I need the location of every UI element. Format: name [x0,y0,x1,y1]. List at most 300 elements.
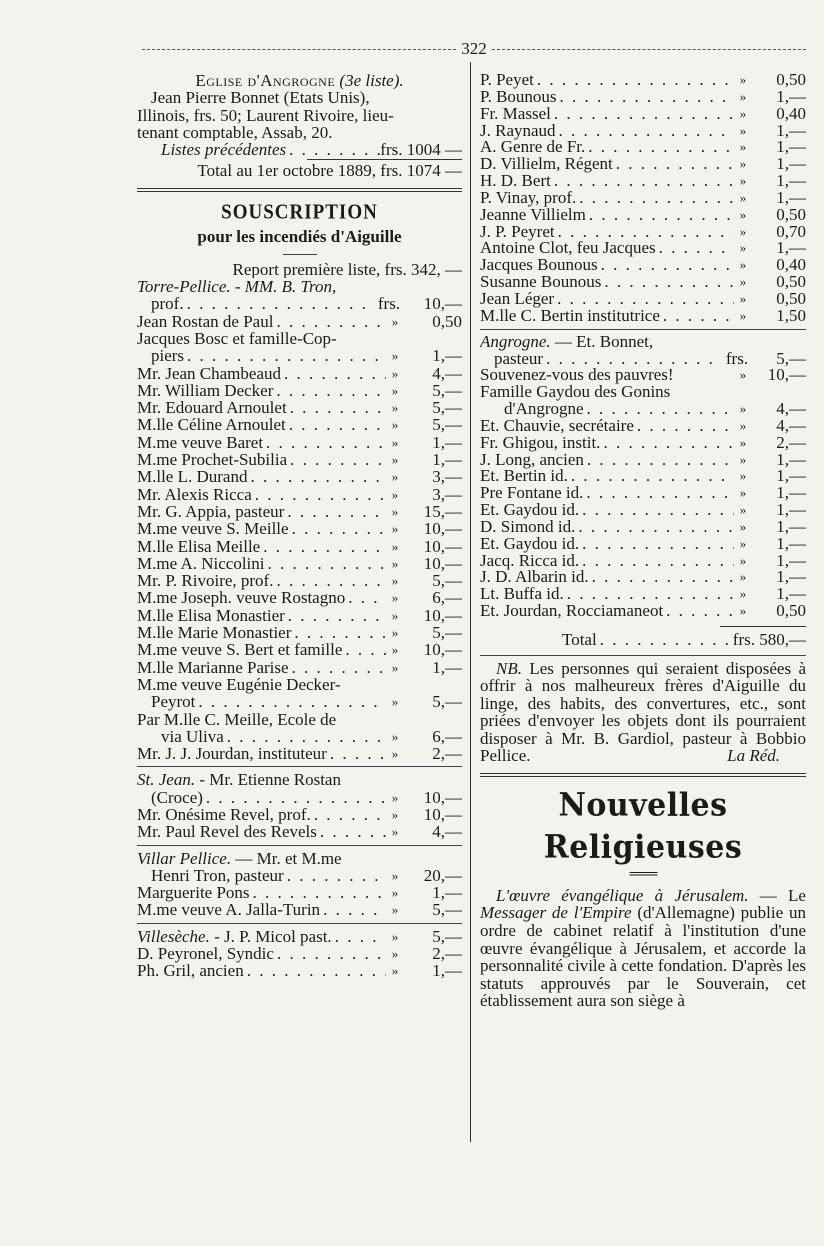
leader-dots [576,190,734,207]
leader-dots [184,295,374,312]
ditto-mark: » [391,555,399,571]
entry-amount: 0,50 [776,70,806,89]
entry-name: Mr. William Decker [137,380,274,400]
entry-name: Jeanne Villielm [480,204,586,224]
entry-amount: 1,— [776,567,806,587]
church-title: Eglise d'Angrogne [195,72,336,90]
ditto-mark: » [739,417,747,433]
entry-amount: 0,50 [776,272,806,292]
ditto-mark: » [739,105,747,121]
subscription-entry [137,365,462,382]
ditto-mark: » [391,503,399,519]
ditto-mark: » [391,789,399,805]
ditto-mark: » [391,417,399,433]
entry-name: Mr. Onésime Revel, prof. [137,804,311,824]
leader-dots [575,519,734,536]
entry-name: M.lle L. Durand [137,467,248,487]
subscription-entry [137,693,462,710]
entry-name: Antoine Clot, feu Jacques [480,238,656,258]
ditto-mark: » [391,452,399,468]
leader-dots [579,536,734,553]
total-row [480,629,806,651]
church-heading [137,72,462,89]
entry-amount: 3,— [432,484,462,504]
entry-name: Et. Gaydou id. [480,533,580,553]
entry-name: Par M.lle C. Meille, Ecole de [137,709,337,729]
ditto-mark: » [391,625,399,641]
section-divider [480,773,806,777]
entry-name: D. Simond id. [480,516,576,536]
ornament: ═══ [629,866,657,882]
ditto-mark: » [739,274,747,290]
entry-name: M.me Joseph. veuve Rostagno [137,588,346,608]
heading-text: — Mr. et M.me [231,849,342,867]
entry-name: M.me veuve S. Bert et famille [137,640,343,660]
subscription-entry [137,451,462,468]
entry-amount: 1,— [776,86,806,106]
subscription-entry [137,486,462,503]
entry-amount: 1,— [776,466,806,486]
ditto-mark: » [391,928,399,944]
group-divider [480,655,806,656]
entry-amount: 5,— [432,900,462,920]
ditto-mark: » [739,189,747,205]
ditto-mark: » [739,603,747,619]
entry-name: M.me Prochet-Subilia [137,450,288,470]
entry-name: pasteur [494,348,544,368]
leader-dots [286,416,386,433]
entry-name: M.me veuve Baret [137,432,264,452]
entry-name: Famille Gaydou des Gonins [480,382,671,402]
church-line: Illinois, frs. 50; Laurent Rivoire, lieu- [137,106,394,124]
subscription-entry [137,589,462,606]
entry-amount: 1,— [776,483,806,503]
leader-dots [568,468,734,485]
entry-amount: 0,50 [776,204,806,224]
entry-amount: 10,— [423,605,462,625]
leader-dots [195,693,386,710]
ditto-mark: » [391,590,399,606]
entry-amount: 1,— [432,657,462,677]
entry-name: Mr. Paul Revel des Revels [137,822,317,842]
entry-amount: 10,— [423,553,462,573]
angrogne-list [480,348,806,621]
leader-dots [224,728,386,745]
ditto-mark: » [739,307,747,323]
subscription-entry [137,884,462,901]
leader-dots [597,629,733,651]
entry-amount: 0,70 [776,221,806,241]
subscription-entry [137,555,462,572]
subscription-entry [137,711,462,728]
entry-name: M.lle Elisa Monastier [137,605,285,625]
entry-amount: 10,— [767,365,806,385]
entry-name: M.me veuve A. Jalla-Turin [137,900,321,920]
leader-dots [534,72,734,89]
previous-lists-row [137,141,462,158]
entry-name: prof. [151,294,184,314]
subscription-entry [137,399,462,416]
entry-amount: 4,— [432,822,462,842]
leader-dots [289,659,386,676]
ditto-mark: » [391,486,399,502]
subscription-entry [137,520,462,537]
leader-dots [579,553,734,570]
subscription-entry [137,295,462,312]
entry-name: Mr. P. Rivoire, prof. [137,571,274,591]
entry-amount: 4,— [776,415,806,435]
stjean-heading [137,771,462,788]
ditto-mark: » [739,502,747,518]
entry-name: Mr. Alexis Ricca [137,484,252,504]
entry-amount: 1,— [776,120,806,140]
entry-amount: 1,— [776,500,806,520]
leader-dots [634,418,734,435]
leader-dots [281,365,386,382]
entry-name: M.lle Marianne Parise [137,657,289,677]
subscription-entry [137,538,462,555]
ditto-mark: » [391,694,399,710]
leader-dots [260,538,386,555]
subscription-entry [137,624,462,641]
group-divider [137,923,462,924]
header-rule-right [492,49,806,50]
ditto-mark: » [391,885,399,901]
leader-dots [284,867,386,884]
entry-amount: 1,— [776,516,806,536]
subscription-entry [137,416,462,433]
subscription-entry [137,789,462,806]
group-divider [137,766,462,767]
angrogne-heading [480,334,806,351]
entry-amount: 20,— [423,865,462,885]
leader-dots [342,641,386,658]
ditto-mark: » [391,365,399,381]
entry-amount: 2,— [776,432,806,452]
ditto-mark: » [739,72,747,87]
ditto-mark: » [739,290,747,306]
entry-amount: 3,— [432,467,462,487]
entry-name: via Uliva [161,726,224,746]
entry-amount: 1,50 [776,305,806,325]
ditto-mark: » [391,382,399,398]
entry-amount: 1,— [776,238,806,258]
header-rule-left [142,49,456,50]
group-divider [137,845,462,846]
subscription-entry [137,676,462,693]
leader-dots [287,451,386,468]
entry-name: J. Long, ancien [480,449,584,469]
leader-dots [291,624,386,641]
entry-name: Jean Rostan de Paul [137,311,274,331]
ditto-mark: » [391,521,399,537]
entry-amount: 1,— [776,584,806,604]
ditto-mark: » [391,659,399,675]
entry-name: M.lle Céline Arnoulet [137,415,286,435]
nb-paragraph [480,660,806,765]
ditto-mark: » [391,348,399,364]
ditto-mark: » [391,573,399,589]
entry-amount: 1,— [776,187,806,207]
ditto-mark: » [391,434,399,450]
entry-name: A. Genre de Fr. [480,137,586,157]
leader-dots [264,555,386,572]
entry-amount: 1,— [432,450,462,470]
ditto-mark: » [391,902,399,918]
ditto-mark: » [391,946,399,962]
entry-name: P. Vinay, prof. [480,187,577,207]
group-divider [480,329,806,330]
subscription-entry [137,313,462,330]
ditto-mark: » [391,607,399,623]
ditto-mark: » [739,434,747,450]
entry-name: M.me veuve Eugénie Decker- [137,674,341,694]
entry-name: Jean Léger [480,288,555,308]
leader-dots [327,745,386,762]
entry-name: piers [151,346,185,366]
entry-amount: 5,— [432,380,462,400]
leader-dots [203,789,386,806]
leader-dots [613,156,734,173]
leader-dots [311,806,386,823]
short-divider [283,254,317,255]
entry-name: Pre Fontane id. [480,483,584,503]
entry-amount: 10,— [423,536,462,556]
subscription-entry [137,728,462,745]
entry-name: J. D. Albarin id. [480,567,589,587]
entry-amount: 1,— [432,883,462,903]
entry-name: Peyrot [151,692,196,712]
entry-name: M.me A. Niccolini [137,553,265,573]
ditto-mark: » [739,401,747,417]
church-list: (3e liste). [339,72,404,90]
subscription-entry [480,603,806,620]
entry-name: P. Bounous [480,86,557,106]
entry-amount: 4,— [432,363,462,383]
leader-dots [250,884,386,901]
entry-amount: 0,50 [776,601,806,621]
entry-name: M.lle Elisa Meille [137,536,261,556]
page-header [140,38,808,60]
entry-name: Lt. Buffa id. [480,584,564,604]
torre-pellice-heading: Torre-Pellice. - MM. B. Tron, [137,278,337,296]
ditto-mark: » [739,586,747,602]
ditto-mark: » [739,257,747,273]
left-column [137,72,462,980]
subscription-entry [137,382,462,399]
subscription-entry [137,347,462,364]
villar-list [137,867,462,919]
entry-amount: 5,— [776,348,806,368]
leader-dots [583,485,734,502]
entry-amount: 5,— [432,692,462,712]
ditto-mark: » [739,485,747,501]
leader-dots [332,928,386,945]
section-title: SOUSCRIPTION [221,200,378,224]
entry-amount: 6,— [432,726,462,746]
leader-dots [285,607,386,624]
right-column [480,72,806,1010]
ditto-mark: » [739,139,747,155]
entry-amount: 0,50 [432,311,462,331]
leader-dots [579,502,734,519]
entry-amount: 0,40 [776,103,806,123]
leader-dots [600,435,734,452]
entry-name: Et. Gaydou id. [480,500,580,520]
news-subtitle: L'œuvre évangélique à Jérusalem. [496,885,749,905]
total-line: Total au 1er octobre 1889, frs. 1074 — [197,162,462,180]
entry-name: Jacques Bounous [480,255,598,275]
entry-amount: 2,— [432,744,462,764]
ditto-mark: » [391,400,399,416]
ditto-mark: » [739,552,747,568]
total-amount: frs. 580,— [732,630,806,649]
subscription-entry [137,503,462,520]
entry-name: Ph. Gril, ancien [137,961,244,981]
ditto-mark: » [739,173,747,189]
entry-name: D. Peyronel, Syndic [137,944,274,964]
entry-amount: 1,— [776,154,806,174]
report-line: Report première liste, frs. 342, — [232,260,462,279]
torre-pellice-list [137,295,462,762]
subscription-entry [137,607,462,624]
entry-amount: 10,— [423,519,462,539]
ditto-mark: frs. [377,294,401,314]
entry-amount: 5,— [432,415,462,435]
entry-amount: 10,— [423,804,462,824]
leader-dots [320,901,386,918]
stjean-list [137,789,462,841]
entry-amount: 6,— [432,588,462,608]
villar-heading [137,850,462,867]
news-paragraph [480,887,806,1010]
entry-amount: 1,— [776,449,806,469]
entry-name: M.lle C. Bertin institutrice [480,305,660,325]
angrogne-top-list [480,72,806,325]
entry-amount: 0,50 [776,288,806,308]
subscription-entry [137,945,462,962]
entry-name: M.me veuve S. Meille [137,519,289,539]
entry-name: d'Angrogne [504,399,584,419]
subscription-entry [137,962,462,979]
leader-dots [273,313,386,330]
entry-amount: 4,— [776,399,806,419]
previous-lists-amount: frs. 1004 — [380,140,462,160]
section-subtitle: pour les incendiés d'Aiguille [197,226,402,246]
leader-dots [586,207,734,224]
entry-amount: 1,— [776,533,806,553]
entry-name: P. Peyet [480,70,534,89]
entry-name: M.lle Marie Monastier [137,623,292,643]
entry-name: (Croce) [151,787,203,807]
nb-label: NB. [496,659,522,678]
ditto-mark: » [739,122,747,138]
entry-amount: 1,— [432,961,462,981]
ditto-mark: » [739,468,747,484]
entry-amount: 15,— [423,501,462,521]
ditto-mark: » [739,518,747,534]
ditto-mark: » [391,746,399,762]
subscription-entry [137,468,462,485]
entry-name: Mr. Jean Chambeaud [137,363,281,383]
leader-dots [557,89,734,106]
ditto-mark: » [739,535,747,551]
leader-dots [663,603,734,620]
entry-name: Mr. G. Appia, pasteur [137,501,285,521]
entry-amount: 5,— [432,398,462,418]
entry-name: H. D. Bert [480,171,551,191]
heading-text: - J. P. Micol past. [209,926,332,946]
entry-amount: 1,— [776,550,806,570]
entry-name: Et. Bertin id. [480,466,568,486]
heading-text: — Et. Bonnet, [550,333,654,351]
ditto-mark: » [739,367,747,383]
news-body: (d'Allemagne) publie un ordre de cabinet relatif à l'institution d'une œuvre évangélique à Jérusalem, et accorde la personnalité civile à cette fondation. D'après les statuts approuvés par le Souverain, cet établissement aura son siège à [480,903,806,1011]
entry-name: Mr. J. J. Jourdan, instituteur [137,744,327,764]
ditto-mark: » [391,642,399,658]
leader-dots [289,520,386,537]
entry-amount: 10,— [423,640,462,660]
entry-amount: 5,— [432,571,462,591]
ditto-mark: » [391,728,399,744]
leader-dots [244,962,386,979]
church-line: Jean Pierre Bonnet (Etats Unis), [151,89,370,107]
leader-dots [274,945,386,962]
entry-name: J. Raynaud [480,120,556,140]
leader-dots [247,468,386,485]
column-divider [470,62,471,1142]
leader-dots [263,434,386,451]
entry-name: Henri Tron, pasteur [151,865,284,885]
ditto-mark: » [391,469,399,485]
sum-rule [720,626,806,627]
sum-rule [307,159,462,160]
subscription-entry [137,434,462,451]
leader-dots [660,308,734,325]
entry-name: Fr. Massel [480,103,551,123]
heading-text: - Mr. Etienne Rostan [195,771,341,789]
leader-dots [184,347,386,364]
nb-body: Les personnes qui seraient disposées à offrir à nos malheureux frères d'Aiguille du linge, des habits, des convertures, etc., sont priées d'envoyer les objets dont ils pourraient disposer à Mr. B. Gardiol, pasteur à Bobbio Pellice. [480,659,806,766]
leader-dots [286,141,380,158]
subscription-entry [137,572,462,589]
leader-dots [252,486,386,503]
ditto-mark: » [739,451,747,467]
entry-name: J. P. Peyret [480,221,555,241]
subscription-entry [137,806,462,823]
entry-name: Susanne Bounous [480,272,602,292]
leader-dots [273,572,386,589]
total-label: Total [562,630,597,649]
entry-name: Fr. Ghigou, instit. [480,432,601,452]
ditto-mark: » [739,206,747,222]
place-name: Villar Pellice. [137,849,232,867]
previous-lists-label: Listes précédentes [161,140,287,160]
entry-amount: 1,— [776,137,806,157]
leader-dots [656,240,734,257]
subscription-entry [480,103,806,123]
place-name: Angrogne. [480,333,551,351]
ditto-mark: » [739,240,747,256]
entry-amount: 0,40 [776,255,806,275]
entry-amount: 5,— [432,926,462,946]
ditto-mark: » [391,806,399,822]
leader-dots [589,569,734,586]
entry-amount: 10,— [423,787,462,807]
entry-amount: 1,— [432,346,462,366]
entry-amount: 2,— [432,944,462,964]
ditto-mark: » [739,156,747,172]
